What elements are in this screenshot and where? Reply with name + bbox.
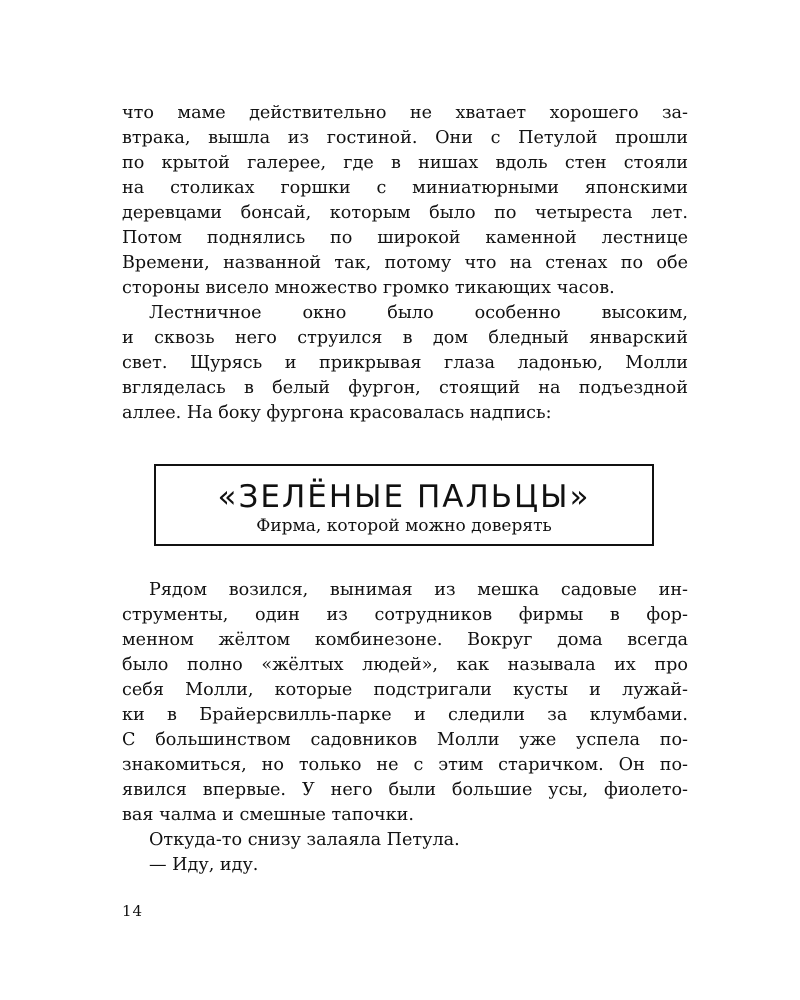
text-line: по крытой галерее, где в нишах вдоль стен стояли (122, 153, 688, 173)
text-line: вая чалма и смешные тапочки. (122, 805, 414, 825)
text-line: себя Молли, которые подстригали кусты и лужай- (122, 680, 688, 700)
text-line: С большинством садовников Молли уже успела по- (122, 730, 688, 750)
text-line: Времени, названной так, потому что на стенах по обе (122, 253, 688, 273)
text-line: было полно «жёлтых людей», как называла их про (122, 655, 688, 675)
text-line: ки в Брайерсвилль-парке и следили за клумбами. (122, 705, 688, 725)
sign-subtitle: Фирма, которой можно доверять (256, 516, 552, 536)
text-line: деревцами бонсай, которым было по четыреста лет. (122, 203, 688, 223)
text-line: знакомиться, но только не с этим старичком. Он по- (122, 755, 688, 775)
paragraph-block-bottom (122, 578, 688, 878)
text-line: что маме действительно не хватает хорошего за- (122, 103, 688, 123)
text-line: свет. Щурясь и прикрывая глаза ладонью, Молли (122, 353, 688, 373)
text-line: Потом поднялись по широкой каменной лестнице (122, 228, 688, 248)
text-line: струменты, один из сотрудников фирмы в фор- (122, 605, 688, 625)
text-line: менном жёлтом комбинезоне. Вокруг дома всегда (122, 630, 688, 650)
paragraph-block-top (122, 101, 688, 426)
text-line: вгляделась в белый фургон, стоящий на подъездной (122, 378, 688, 398)
van-sign-box (154, 464, 654, 546)
text-line: Лестничное окно было особенно высоким, (149, 303, 688, 323)
text-line: и сквозь него струился в дом бледный январский (122, 328, 688, 348)
sign-title: «ЗЕЛЁНЫЕ ПАЛЬЦЫ» (217, 479, 591, 515)
text-line: аллее. На боку фургона красовалась надпись: (122, 403, 552, 423)
text-line: втрака, вышла из гостиной. Они с Петулой прошли (122, 128, 688, 148)
text-line: стороны висело множество громко тикающих часов. (122, 278, 615, 298)
text-line: Рядом возился, вынимая из мешка садовые ин- (149, 580, 688, 600)
text-line: явился впервые. У него были большие усы, фиолето- (122, 780, 688, 800)
page-number: 14 (122, 902, 144, 920)
text-line: на столиках горшки с миниатюрными японскими (122, 178, 688, 198)
text-line: Откуда-то снизу залаяла Петула. (149, 830, 460, 850)
text-line: — Иду, иду. (149, 855, 259, 875)
